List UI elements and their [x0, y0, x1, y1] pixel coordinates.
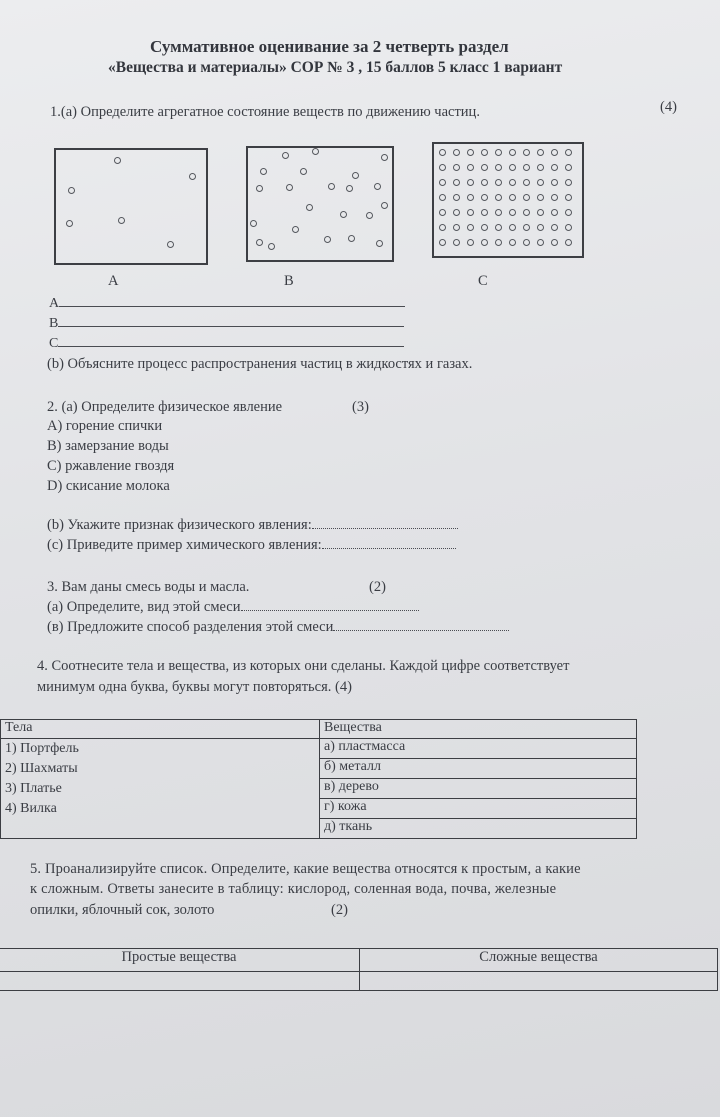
q2-part-c: [47, 537, 456, 554]
particle: [523, 194, 530, 201]
particle: [551, 224, 558, 231]
particle: [250, 220, 257, 227]
particle: [340, 211, 347, 218]
particle: [509, 164, 516, 171]
particle: [467, 179, 474, 186]
q2-part-c-text: (c) Приведите пример химического явления:: [47, 537, 322, 553]
answer-line-c[interactable]: [49, 336, 404, 352]
particle: [68, 187, 75, 194]
particles-box-liquid: [246, 146, 394, 262]
q2-points: (3): [352, 399, 369, 415]
particle: [537, 149, 544, 156]
particle: [66, 220, 73, 227]
table-header-bodies: Тела: [1, 720, 320, 739]
particle: [495, 194, 502, 201]
particle: [439, 149, 446, 156]
particle: [352, 172, 359, 179]
q2-option-a: A) горение спички: [47, 418, 163, 434]
particle: [565, 149, 572, 156]
particle: [453, 239, 460, 246]
particle: [381, 202, 388, 209]
body-item: 2) Шахматы: [5, 761, 78, 776]
body-item: 4) Вилка: [5, 801, 57, 816]
substances-list-cell: [320, 739, 637, 839]
answer-blank[interactable]: [59, 306, 405, 307]
table-header-simple: Простые вещества: [0, 949, 360, 972]
particle: [495, 209, 502, 216]
particle: [537, 194, 544, 201]
particle: [537, 209, 544, 216]
particle: [537, 179, 544, 186]
particle: [118, 217, 125, 224]
particle: [439, 209, 446, 216]
particle: [537, 164, 544, 171]
q3-part-b: [47, 619, 509, 636]
particle: [300, 168, 307, 175]
table-header-substances: Вещества: [320, 720, 637, 739]
substance-item: г) кожа: [320, 799, 636, 819]
particle: [551, 149, 558, 156]
particle: [481, 164, 488, 171]
particle: [495, 164, 502, 171]
document-subtitle: «Вещества и материалы» СОР № 3 , 15 баллов 5 класс 1 вариант: [108, 59, 563, 76]
particle: [292, 226, 299, 233]
particle: [453, 194, 460, 201]
particle: [439, 239, 446, 246]
answer-cell-simple[interactable]: [0, 972, 360, 991]
q1-part-b: (b) Объясните процесс распространения частиц в жидкостях и газах.: [47, 356, 473, 372]
q5-points: (2): [331, 902, 348, 918]
particle: [439, 179, 446, 186]
particle: [537, 239, 544, 246]
matching-table: [0, 719, 637, 839]
particle: [286, 184, 293, 191]
particle: [467, 224, 474, 231]
particle: [565, 239, 572, 246]
particle: [324, 236, 331, 243]
particle: [256, 239, 263, 246]
q2-part-b: [47, 517, 458, 534]
answer-blank[interactable]: [241, 606, 419, 611]
particle: [565, 224, 572, 231]
q2-prompt: 2. (а) Определите физическое явление: [47, 399, 283, 415]
q3-points: (2): [369, 579, 386, 595]
substance-item: д) ткань: [324, 819, 373, 834]
particle: [167, 241, 174, 248]
particles-box-solid: [432, 142, 584, 258]
particle: [481, 179, 488, 186]
answer-cell-complex[interactable]: [360, 972, 718, 991]
substance-item: б) металл: [320, 759, 636, 779]
particle: [565, 164, 572, 171]
particle: [312, 148, 319, 155]
particle: [260, 168, 267, 175]
q5-prompt-line2: к сложным. Ответы занесите в таблицу: кислород, соленная вода, почва, железные: [30, 881, 557, 897]
box-label-a: A: [108, 273, 119, 289]
substance-item: а) пластмасса: [320, 739, 636, 759]
particle: [509, 194, 516, 201]
particle: [453, 179, 460, 186]
particle: [495, 149, 502, 156]
bodies-list-cell: [1, 739, 320, 839]
particles-box-gas: [54, 148, 208, 265]
particle: [306, 204, 313, 211]
particle: [537, 224, 544, 231]
answer-blank[interactable]: [58, 326, 404, 327]
particle: [114, 157, 121, 164]
answer-blank[interactable]: [333, 626, 509, 631]
particle: [495, 239, 502, 246]
particle: [523, 179, 530, 186]
particle: [381, 154, 388, 161]
particle: [565, 209, 572, 216]
answer-line-a[interactable]: [49, 296, 405, 312]
particle: [282, 152, 289, 159]
particle: [509, 179, 516, 186]
q2-option-b: B) замерзание воды: [47, 438, 169, 454]
table-row: [1, 739, 637, 839]
table-row: [0, 949, 718, 972]
answer-letter-b: B: [49, 316, 59, 331]
particle: [467, 149, 474, 156]
particle: [551, 194, 558, 201]
particle: [509, 239, 516, 246]
q3-part-a-text: (а) Определите, вид этой смеси: [47, 599, 241, 615]
particle: [481, 239, 488, 246]
particle: [509, 209, 516, 216]
answer-blank[interactable]: [312, 524, 458, 529]
particle: [551, 164, 558, 171]
particle: [523, 224, 530, 231]
particle: [551, 239, 558, 246]
q2-part-b-text: (b) Укажите признак физического явления:: [47, 517, 312, 533]
particle: [481, 194, 488, 201]
particle: [189, 173, 196, 180]
particle: [376, 240, 383, 247]
answer-blank[interactable]: [322, 544, 456, 549]
q4-prompt-line1: 4. Соотнесите тела и вещества, из которых они сделаны. Каждой цифре соответствует: [37, 658, 570, 674]
box-label-c: C: [478, 273, 488, 289]
particle: [439, 194, 446, 201]
particle: [551, 209, 558, 216]
answer-line-b[interactable]: [49, 316, 404, 332]
q3-part-b-text: (в) Предложите способ разделения этой смеси: [47, 619, 334, 635]
box-label-b: B: [284, 273, 294, 289]
particle: [366, 212, 373, 219]
particle: [453, 209, 460, 216]
body-item: 3) Платье: [5, 781, 62, 796]
particle: [467, 209, 474, 216]
particle: [523, 149, 530, 156]
q1-prompt: 1.(а) Определите агрегатное состояние веществ по движению частиц.: [50, 104, 480, 120]
q3-part-a: [47, 599, 419, 616]
substance-item: в) дерево: [320, 779, 636, 799]
table-header-complex: Сложные вещества: [360, 949, 718, 972]
particle: [509, 149, 516, 156]
particle: [565, 194, 572, 201]
particle: [268, 243, 275, 250]
particle: [565, 179, 572, 186]
particle: [481, 209, 488, 216]
q4-prompt-line2: минимум одна буква, буквы могут повторяться. (4): [37, 679, 352, 695]
particle: [439, 224, 446, 231]
particle: [467, 164, 474, 171]
particle: [453, 149, 460, 156]
particle: [467, 194, 474, 201]
q2-option-c: C) ржавление гвоздя: [47, 458, 175, 474]
document-title: Суммативное оценивание за 2 четверть раздел: [150, 37, 509, 56]
particle: [467, 239, 474, 246]
particle: [256, 185, 263, 192]
q3-prompt: 3. Вам даны смесь воды и масла.: [47, 579, 250, 595]
q5-prompt-line1: 5. Проанализируйте список. Определите, какие вещества относятся к простым, а какие: [30, 861, 581, 877]
particle: [551, 179, 558, 186]
q2-option-d: D) скисание молока: [47, 478, 170, 494]
classification-table: [0, 948, 718, 991]
particle: [495, 224, 502, 231]
particle: [481, 224, 488, 231]
particle: [374, 183, 381, 190]
answer-blank[interactable]: [58, 346, 404, 347]
particle: [453, 164, 460, 171]
particle: [348, 235, 355, 242]
table-row: [1, 720, 637, 739]
particle: [523, 209, 530, 216]
particle: [481, 149, 488, 156]
particle: [328, 183, 335, 190]
q1-points: (4): [660, 99, 677, 115]
particle: [346, 185, 353, 192]
particle: [495, 179, 502, 186]
body-item: 1) Портфель: [5, 741, 79, 756]
table-row: [0, 972, 718, 991]
particle: [453, 224, 460, 231]
particle: [509, 224, 516, 231]
particle: [523, 239, 530, 246]
particle: [523, 164, 530, 171]
answer-letter-a: A: [49, 296, 60, 311]
particle: [439, 164, 446, 171]
answer-letter-c: C: [49, 336, 59, 351]
q5-prompt-line3: опилки, яблочный сок, золото: [30, 902, 215, 918]
